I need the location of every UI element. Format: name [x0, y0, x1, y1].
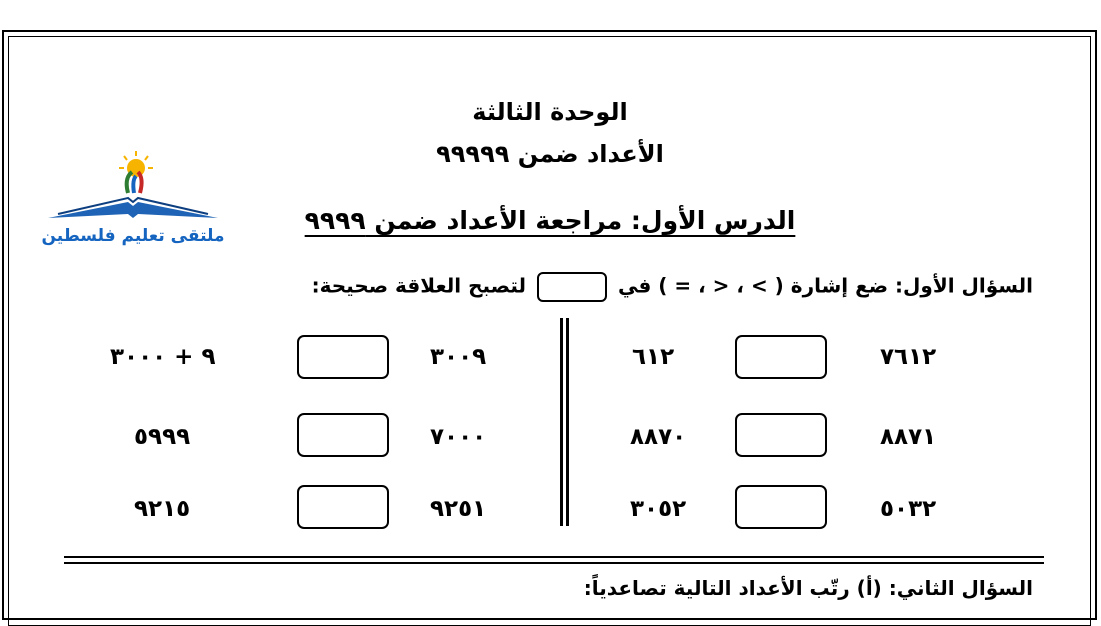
comparison-left-number: ٣٠٠٩	[430, 344, 487, 370]
comparison-left-number: ٧٠٠٠	[430, 424, 487, 450]
comparison-left-number: ٩٢٥١	[430, 496, 487, 522]
question2-instruction: السؤال الثاني: (أ) رتّب الأعداد التالية تصاعدياً:	[583, 576, 1033, 600]
comparison-answer-box[interactable]	[735, 485, 827, 529]
question1-text-part2: لتصبح العلاقة صحيحة:	[311, 273, 527, 298]
column-divider-right	[566, 318, 569, 526]
unit-subtitle: الأعداد ضمن ٩٩٩٩٩	[436, 140, 664, 168]
comparison-answer-box[interactable]	[297, 485, 389, 529]
comparison-right-number: ٣٠٥٢	[630, 496, 687, 522]
column-divider-left	[560, 318, 563, 526]
comparison-answer-box[interactable]	[735, 413, 827, 457]
question1-text-part1: السؤال الأول: ضع إشارة ( > ، < ، = ) في	[617, 273, 1033, 298]
comparison-left-number: ٨٨٧١	[880, 424, 937, 450]
lesson-title: الدرس الأول: مراجعة الأعداد ضمن ٩٩٩٩	[304, 206, 796, 235]
comparison-left-number: ٧٦١٢	[880, 344, 937, 370]
section-separator-top	[64, 556, 1044, 558]
book-sun-logo-icon	[28, 148, 238, 228]
section-separator-bottom	[64, 562, 1044, 564]
comparison-answer-box[interactable]	[297, 413, 389, 457]
logo-caption: ملتقى تعليم فلسطين	[41, 226, 225, 246]
comparison-answer-box[interactable]	[297, 335, 389, 379]
comparison-answer-box[interactable]	[735, 335, 827, 379]
comparison-right-number: ٩ + ٣٠٠٠	[110, 344, 216, 370]
site-logo	[28, 148, 238, 258]
comparison-right-number: ٩٢١٥	[134, 496, 191, 522]
comparison-right-number: ٥٩٩٩	[134, 424, 191, 450]
comparison-right-number: ٨٨٧٠	[630, 424, 687, 450]
comparison-right-number: ٦١٢	[632, 344, 675, 370]
comparison-left-number: ٥٠٣٢	[880, 496, 937, 522]
question1-instruction	[312, 272, 1033, 302]
instruction-answer-box	[537, 272, 607, 302]
unit-title: الوحدة الثالثة	[472, 98, 628, 126]
